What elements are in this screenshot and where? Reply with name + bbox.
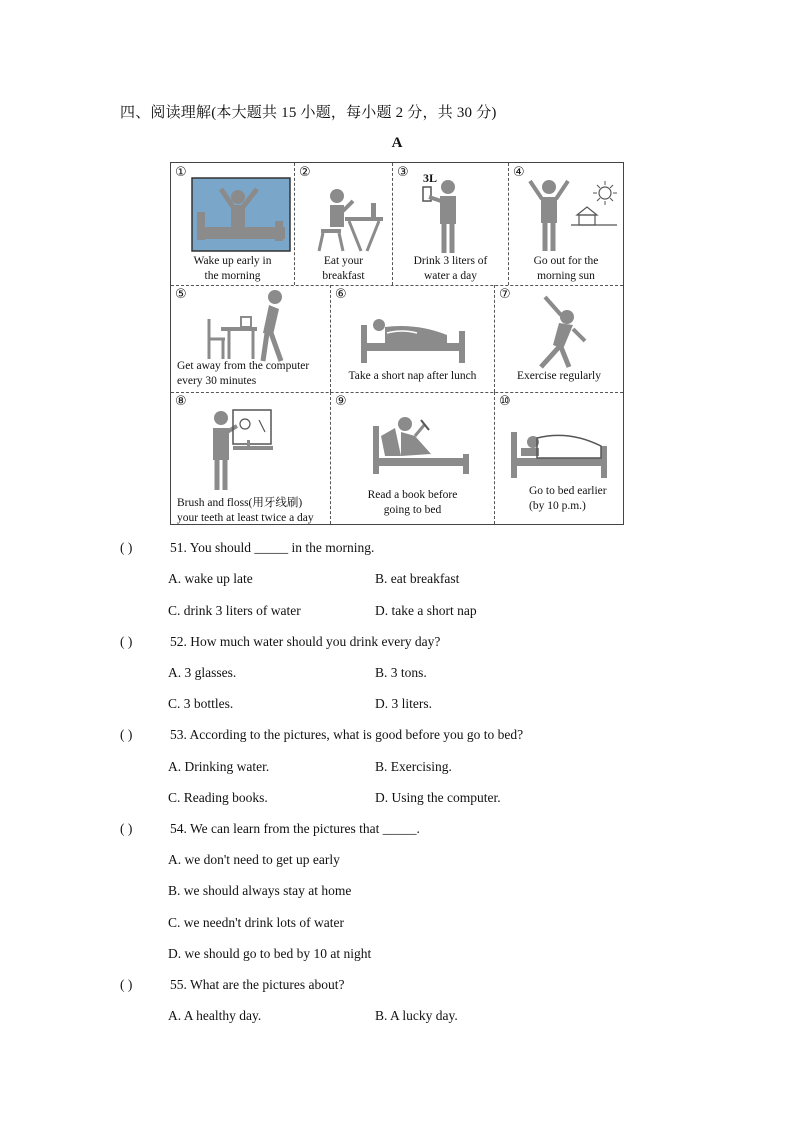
- option-54-d[interactable]: D. we should go to bed by 10 at night: [168, 946, 372, 961]
- cell-caption: Eat your breakfast: [322, 255, 365, 282]
- cell-4: [509, 163, 623, 285]
- exercise-icon: [529, 295, 593, 369]
- passage-label: A: [391, 135, 403, 151]
- cell-3: [393, 163, 509, 285]
- option-54-a[interactable]: A. we don't need to get up early: [168, 852, 340, 867]
- answer-blank[interactable]: ( ): [120, 540, 133, 555]
- cell-caption: Drink 3 liters of water a day: [413, 255, 488, 282]
- cell-number: ①: [175, 165, 187, 180]
- cell-5: [171, 285, 331, 392]
- option-51-b[interactable]: B. eat breakfast: [375, 571, 460, 586]
- option-52-d[interactable]: D. 3 liters.: [375, 696, 432, 711]
- option-51-a[interactable]: A. wake up late: [168, 571, 253, 586]
- option-52-a[interactable]: A. 3 glasses.: [168, 665, 237, 680]
- cell-number: ⑤: [175, 287, 187, 302]
- option-53-b[interactable]: B. Exercising.: [375, 759, 452, 774]
- cell-7: [495, 285, 623, 392]
- cell-9: [331, 392, 495, 524]
- answer-blank[interactable]: ( ): [120, 977, 133, 992]
- answer-blank[interactable]: ( ): [120, 821, 133, 836]
- cell-number: ⑧: [175, 394, 187, 409]
- cell-caption: Go out for the morning sun: [533, 255, 599, 282]
- liters-label: 3L: [423, 171, 438, 185]
- breakfast-icon: [315, 187, 385, 253]
- cell-6: [331, 285, 495, 392]
- cell-number: ④: [513, 165, 525, 180]
- cell-caption: Brush and floss(用牙线刷) your teeth at least twice a day: [177, 497, 314, 524]
- nap-icon: [357, 313, 469, 363]
- cell-caption: Go to bed earlier (by 10 p.m.): [529, 485, 607, 512]
- computer-break-icon: [203, 289, 293, 363]
- cell-number: ⑩: [499, 394, 511, 409]
- cell-10: [495, 392, 623, 524]
- cell-caption: Exercise regularly: [517, 370, 601, 382]
- question-52: ( ) 52. How much water should you drink every day?: [120, 634, 441, 649]
- cell-caption: Get away from the computer every 30 minutes: [177, 360, 310, 387]
- cell-number: ⑨: [335, 394, 347, 409]
- go-to-bed-icon: [509, 426, 609, 478]
- option-55-a[interactable]: A. A healthy day.: [168, 1008, 262, 1023]
- option-53-d[interactable]: D. Using the computer.: [375, 790, 501, 805]
- question-55: ( ) 55. What are the pictures about?: [120, 977, 345, 992]
- morning-sun-icon: [527, 173, 619, 253]
- grid-row-3: [171, 392, 623, 524]
- cell-number: ⑥: [335, 287, 347, 302]
- cell-caption: Read a book before going to bed: [367, 489, 458, 516]
- cell-8: [171, 392, 331, 524]
- cell-caption: Wake up early in the morning: [193, 255, 272, 282]
- section-title: 四、阅读理解(本大题共 15 小题，每小题 2 分，共 30 分): [120, 105, 497, 121]
- question-54: ( ) 54. We can learn from the pictures that _____.: [120, 821, 420, 836]
- question-53: ( ) 53. According to the pictures, what is good before you go to bed?: [120, 727, 524, 742]
- answer-blank[interactable]: ( ): [120, 634, 133, 649]
- question-51: ( ) 51. You should _____ in the morning.: [120, 540, 375, 555]
- option-54-b[interactable]: B. we should always stay at home: [168, 883, 352, 898]
- option-51-d[interactable]: D. take a short nap: [375, 603, 477, 618]
- cell-number: ③: [397, 165, 409, 180]
- option-52-b[interactable]: B. 3 tons.: [375, 665, 427, 680]
- cell-1: [171, 163, 295, 285]
- picture-grid: [170, 162, 624, 525]
- answer-blank[interactable]: ( ): [120, 727, 133, 742]
- grid-row-2: [171, 285, 623, 393]
- option-52-c[interactable]: C. 3 bottles.: [168, 696, 234, 711]
- option-55-b[interactable]: B. A lucky day.: [375, 1008, 458, 1023]
- cell-number: ⑦: [499, 287, 511, 302]
- cell-number: ②: [299, 165, 311, 180]
- read-book-icon: [371, 406, 471, 476]
- drink-water-icon: [421, 177, 471, 255]
- option-53-c[interactable]: C. Reading books.: [168, 790, 268, 805]
- cell-2: [295, 163, 393, 285]
- cell-caption: Take a short nap after lunch: [348, 370, 477, 382]
- option-53-a[interactable]: A. Drinking water.: [168, 759, 270, 774]
- wake-up-icon: [191, 177, 291, 252]
- brush-teeth-icon: [207, 406, 277, 492]
- option-51-c[interactable]: C. drink 3 liters of water: [168, 603, 301, 618]
- grid-row-1: [171, 163, 623, 286]
- option-54-c[interactable]: C. we needn't drink lots of water: [168, 915, 345, 930]
